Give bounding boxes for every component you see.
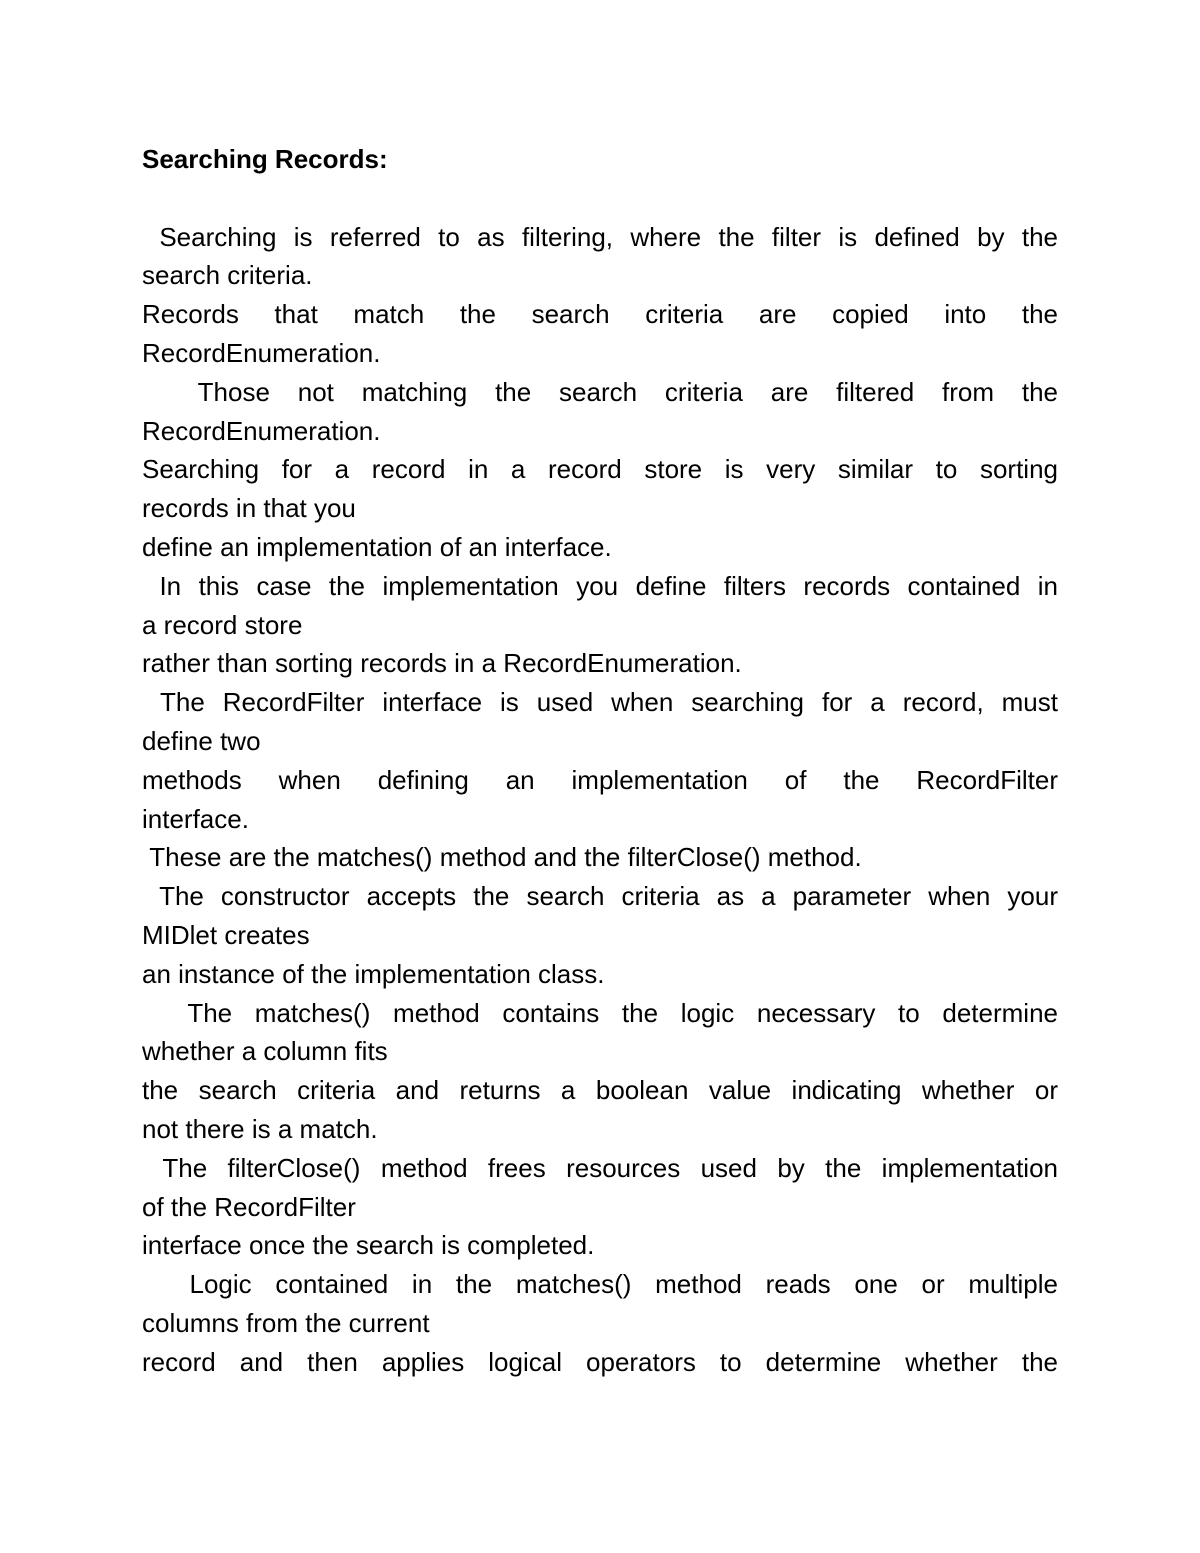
text-line: Searching is referred to as filtering, where the filter is defined by the xyxy=(142,221,1058,252)
text-line: The constructor accepts the search criteria as a parameter when your xyxy=(142,881,1058,912)
paragraph-lines xyxy=(142,218,1058,1382)
text-line: not there is a match. xyxy=(142,1113,378,1144)
text-line: Those not matching the search criteria are filtered from the xyxy=(142,376,1059,407)
text-line: interface once the search is completed. xyxy=(142,1230,595,1261)
text-line: an instance of the implementation class. xyxy=(142,958,605,989)
text-line: Records that match the search criteria are copied into the xyxy=(142,299,1058,330)
text-line: RecordEnumeration. xyxy=(142,337,381,368)
text-line: of the RecordFilter xyxy=(142,1191,356,1222)
text-line: rather than sorting records in a RecordEnumeration. xyxy=(142,648,742,679)
text-line: Searching for a record in a record store is very similar to sorting xyxy=(142,454,1058,485)
text-line: define two xyxy=(142,725,261,756)
text-line: methods when defining an implementation of the RecordFilter xyxy=(142,764,1058,795)
text-line: define an implementation of an interface. xyxy=(142,531,612,562)
text-line: These are the matches() method and the filterClose() method. xyxy=(142,842,862,873)
document-body xyxy=(142,140,1058,1382)
text-line: records in that you xyxy=(142,493,356,524)
text-line: The matches() method contains the logic necessary to determine xyxy=(142,997,1058,1028)
text-line: RecordEnumeration. xyxy=(142,415,381,446)
text-line: search criteria. xyxy=(142,260,313,291)
blank-line xyxy=(142,179,1058,218)
text-line: In this case the implementation you define filters records contained in xyxy=(142,570,1058,601)
text-line: MIDlet creates xyxy=(142,919,310,950)
text-line: record and then applies logical operators to determine whether the xyxy=(142,1346,1058,1377)
text-line: interface. xyxy=(142,803,249,834)
text-line: columns from the current xyxy=(142,1307,430,1338)
text-line: Logic contained in the matches() method reads one or multiple xyxy=(142,1269,1058,1300)
text-line: the search criteria and returns a boolean value indicating whether or xyxy=(142,1075,1058,1106)
text-line: whether a column fits xyxy=(142,1036,388,1067)
text-line: The RecordFilter interface is used when searching for a record, must xyxy=(142,687,1058,718)
text-line: The filterClose() method frees resources used by the implementation xyxy=(142,1152,1058,1183)
page-title: Searching Records: xyxy=(142,144,388,174)
text-line: a record store xyxy=(142,609,303,640)
